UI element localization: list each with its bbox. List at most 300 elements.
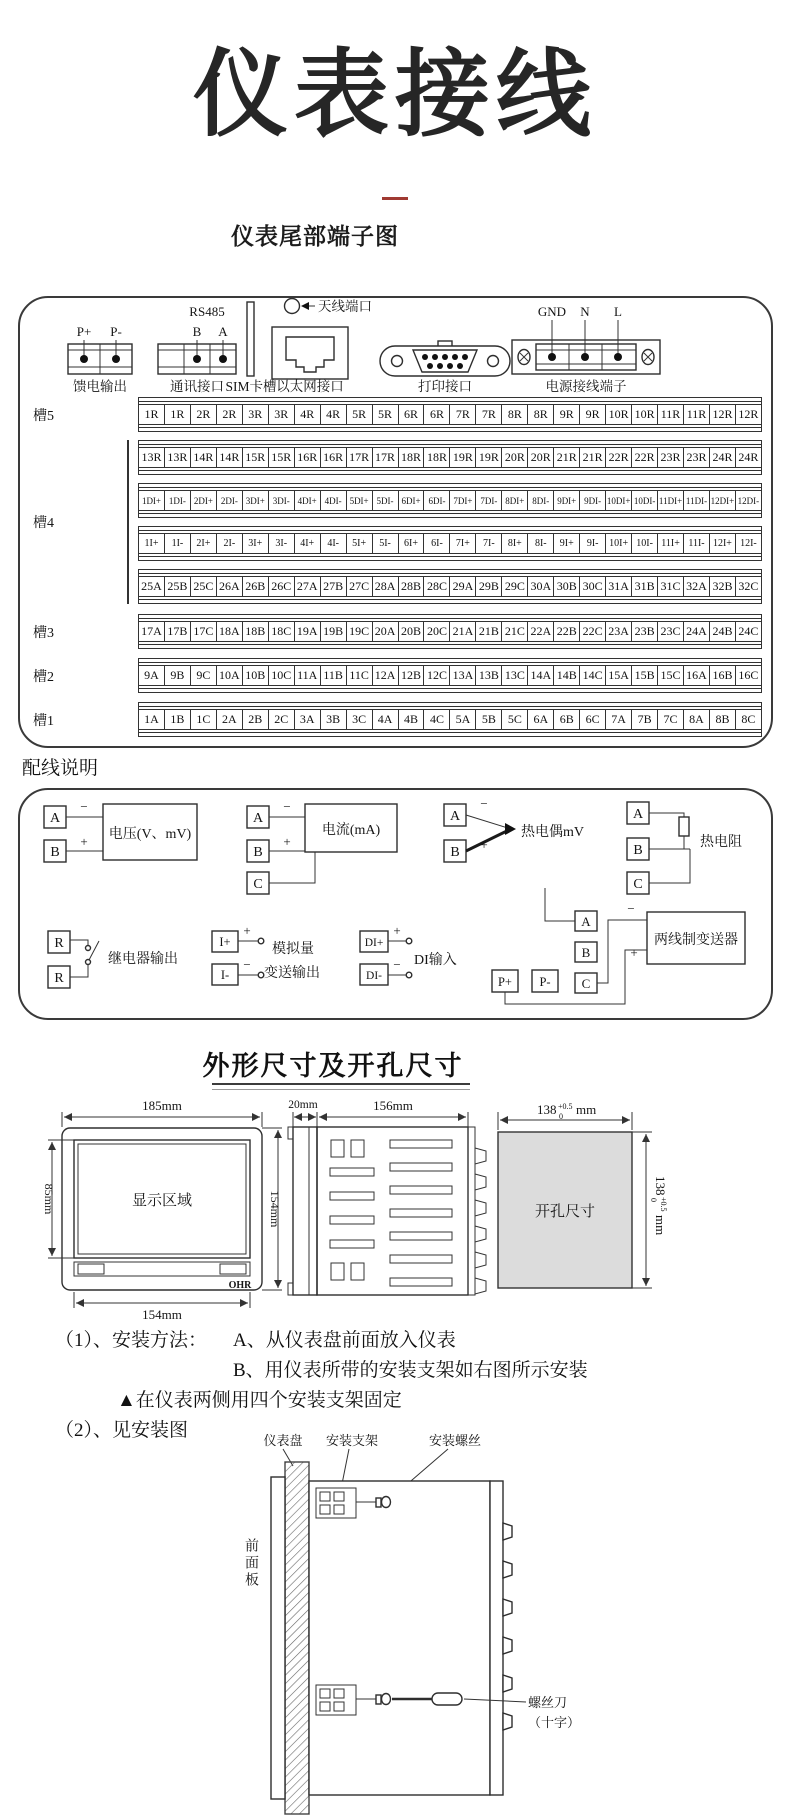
terminal-cell: 22C — [580, 622, 606, 641]
terminal-cell: 17R — [373, 448, 399, 467]
antenna-arrow-icon — [301, 302, 309, 310]
current-a: A — [252, 811, 264, 826]
terminal-cell: 1I+ — [139, 534, 165, 553]
terminal-cell: 3R — [243, 405, 269, 424]
relay-label: 继电器输出 — [108, 952, 178, 967]
terminal-cell: 5R — [347, 405, 373, 424]
terminal-cell: 17R — [347, 448, 373, 467]
strip-slot4-di — [138, 483, 762, 518]
slot2-label: 槽2 — [33, 669, 54, 685]
terminal-cell: 6I+ — [399, 534, 425, 553]
terminal-cell: 27A — [295, 577, 321, 596]
terminal-cell: 11DI- — [684, 491, 710, 510]
terminal-cell: 19R — [476, 448, 502, 467]
plus-sign: + — [630, 945, 638, 960]
sim-slot-label: SIM卡槽 — [225, 379, 277, 394]
front-panel-label: 前面板 — [243, 1538, 258, 1589]
terminal-cell: 4A — [373, 710, 399, 729]
power-connector — [512, 304, 660, 394]
strip-slot4-r — [138, 440, 762, 475]
terminal-cell: 17A — [139, 622, 165, 641]
terminal-cell: 4C — [424, 710, 450, 729]
plus-sign: + — [243, 923, 251, 938]
terminal-cell: 14C — [580, 666, 606, 685]
front-view — [42, 1098, 282, 1322]
dimensions-heading: 外形尺寸及开孔尺寸 — [202, 1051, 464, 1081]
terminal-cell: 9A — [139, 666, 165, 685]
minus-sign: − — [627, 901, 635, 916]
terminal-cell: 2A — [217, 710, 243, 729]
dim-154mm-bottom: 154mm — [142, 1307, 182, 1322]
cutout-dim-right-value: 138 — [653, 1176, 668, 1196]
terminal-cell: 12DI- — [737, 495, 760, 506]
terminal-cell: 18R — [399, 448, 425, 467]
terminal-cell: 26C — [269, 577, 295, 596]
cutout-dim-right — [649, 1176, 668, 1235]
terminal-cell: 1B — [165, 710, 191, 729]
display-area-label: 显示区域 — [131, 1193, 193, 1209]
terminal-cell: 31B — [632, 577, 658, 596]
current-label: 电流(mA) — [321, 823, 381, 838]
terminal-cell: 17B — [165, 622, 191, 641]
rtd-c: C — [633, 877, 643, 892]
terminal-cell: 7I- — [476, 534, 502, 553]
terminal-cell: 13A — [450, 666, 476, 685]
dimensions-heading-underline — [212, 1083, 470, 1090]
terminal-cell: 18R — [424, 448, 450, 467]
minus-sign: − — [243, 957, 251, 972]
tc-label: 热电偶mV — [521, 825, 584, 840]
terminal-cell: 17C — [191, 622, 217, 641]
rs485-b-label: B — [192, 324, 202, 339]
terminal-cell: 28A — [373, 577, 399, 596]
terminal-cell: 8DI+ — [502, 491, 528, 510]
cutout-tol-sup: +0.5 — [558, 1102, 573, 1111]
terminal-strip-slot4-relay — [0, 440, 790, 475]
terminal-cell: 8I- — [528, 534, 554, 553]
terminal-cell: 2I+ — [191, 534, 217, 553]
terminal-cell: 24R — [738, 450, 759, 464]
voltage-label: 电压(V、mV) — [108, 827, 192, 842]
terminal-cell: 14R — [191, 448, 217, 467]
terminal-cell: 10B — [243, 666, 269, 685]
dim-156mm: 156mm — [373, 1098, 413, 1113]
terminal-cell: 3DI+ — [243, 491, 269, 510]
terminal-cell: 2R — [191, 405, 217, 424]
terminal-cell: 23C — [658, 622, 684, 641]
ethernet-connector — [272, 327, 348, 394]
terminal-cell: 31A — [606, 577, 632, 596]
n-label: N — [580, 304, 590, 319]
install-step2: （2）、见安装图 — [55, 1420, 189, 1441]
analog-label-2: 变送输出 — [264, 966, 320, 981]
dim-185mm: 185mm — [142, 1098, 182, 1113]
terminal-cell: 12I+ — [710, 534, 736, 553]
gnd-label: GND — [537, 304, 567, 319]
wiring-thermocouple — [444, 796, 584, 862]
panel-label: 仪表盘 — [263, 1433, 303, 1448]
dimensions-diagram — [30, 1095, 775, 1323]
terminal-cell: 4R — [321, 405, 347, 424]
terminal-cell: 23R — [658, 448, 684, 467]
terminal-cell: 21R — [580, 448, 606, 467]
feed-output-connector — [68, 324, 132, 394]
terminal-cell: 21C — [502, 622, 528, 641]
slot3-label: 槽3 — [33, 625, 54, 641]
terminal-cell: 11C — [347, 666, 373, 685]
terminal-cell: 5B — [476, 710, 502, 729]
terminal-cell: 7R — [450, 405, 476, 424]
terminal-cell: 19C — [347, 622, 373, 641]
relay-r2: R — [54, 971, 64, 986]
brand-logo: OHR — [228, 1280, 252, 1291]
terminal-cell: 9B — [165, 666, 191, 685]
terminal-strip-slot4-abc — [0, 569, 790, 604]
terminal-cell: 12DI+ — [710, 491, 736, 510]
terminal-cell: 10I+ — [606, 534, 632, 553]
cutout-dim-right-unit: mm — [653, 1215, 668, 1236]
rtd-label: 热电阻 — [700, 835, 742, 850]
wiring-analog-output — [212, 923, 320, 985]
printer-connector — [380, 341, 510, 394]
terminal-cell: 30B — [554, 577, 580, 596]
terminal-cell: 10A — [217, 666, 243, 685]
terminal-cell: 4DI+ — [295, 491, 321, 510]
terminal-cell: 1DI- — [165, 491, 191, 510]
terminal-cell: 7C — [658, 710, 684, 729]
terminal-cell: 29B — [476, 577, 502, 596]
side-view — [288, 1098, 486, 1295]
terminal-cell: 12B — [399, 666, 425, 685]
tx-b: B — [581, 945, 591, 960]
terminal-cell: 19B — [321, 622, 347, 641]
terminal-cell: 6I- — [424, 534, 450, 553]
terminal-cell: 27B — [321, 577, 347, 596]
slot4-label: 槽4 — [33, 516, 54, 531]
terminal-cell: 10I- — [632, 534, 658, 553]
terminal-cell: 11A — [295, 666, 321, 685]
terminal-cell: 24A — [684, 622, 710, 641]
cutout-unit: mm — [576, 1102, 597, 1117]
terminal-cell: 5A — [450, 710, 476, 729]
terminal-strip-slot4-di — [0, 483, 790, 518]
terminal-cell: 22B — [554, 622, 580, 641]
terminal-cell: 9DI- — [580, 491, 606, 510]
rs485-label: RS485 — [189, 304, 225, 319]
plus-sign: + — [393, 923, 401, 938]
tx-c: C — [581, 976, 591, 991]
terminal-cell: 20A — [373, 622, 399, 641]
terminal-cell: 8B — [710, 710, 736, 729]
terminal-cell: 19A — [295, 622, 321, 641]
terminal-cell: 11DI+ — [658, 491, 684, 510]
terminal-cell: 7I+ — [450, 534, 476, 553]
dim-20mm: 20mm — [288, 1099, 318, 1111]
voltage-b: B — [50, 845, 60, 860]
power-terminal-label: 电源接线端子 — [545, 379, 627, 394]
l-label: L — [614, 304, 622, 319]
terminal-cell: 19R — [450, 448, 476, 467]
terminal-cell: 12R — [710, 405, 736, 424]
mounting-screw-icon — [382, 1694, 391, 1705]
front-bezel-flange — [271, 1477, 285, 1799]
strip-slot4-i — [138, 526, 762, 561]
sim-slot — [225, 302, 277, 394]
terminal-cell: 10R — [632, 405, 658, 424]
terminal-cell: 9R — [554, 405, 580, 424]
di-label: DI输入 — [414, 953, 457, 968]
page-title: 仪表接线 — [192, 42, 597, 148]
terminal-cell: 8R — [528, 405, 554, 424]
rj45-socket-icon — [286, 337, 334, 372]
cutout-view — [498, 1102, 668, 1288]
terminal-strip-slot2 — [0, 658, 790, 693]
plus-sign: + — [480, 837, 488, 852]
terminal-strip-slot5 — [0, 397, 790, 432]
tc-junction-icon — [505, 823, 516, 835]
terminal-cell: 4B — [399, 710, 425, 729]
terminal-cell: 21B — [476, 622, 502, 641]
terminal-cell: 9C — [191, 666, 217, 685]
instrument-body — [309, 1481, 490, 1795]
terminal-cell: 16A — [684, 666, 710, 685]
terminal-cell: 5DI+ — [347, 491, 373, 510]
terminal-cell: 20R — [528, 448, 554, 467]
terminal-cell: 8I+ — [502, 534, 528, 553]
terminal-cell: 1R — [139, 405, 165, 424]
terminal-cell: 1I- — [165, 534, 191, 553]
terminal-cell: 23B — [632, 622, 658, 641]
terminal-cell: 1DI+ — [139, 491, 165, 510]
terminal-cell: 2R — [217, 405, 243, 424]
terminal-cell: 3I- — [269, 534, 295, 553]
terminal-cell: 1C — [191, 710, 217, 729]
terminal-cell: 13C — [502, 666, 528, 685]
wiring-current — [247, 799, 397, 894]
terminal-cell: 13R — [139, 448, 165, 467]
feed-output-label: 馈电输出 — [73, 379, 127, 394]
printer-port-label: 打印接口 — [418, 379, 472, 394]
minus-sign: − — [80, 799, 88, 814]
terminal-cell: 7DI+ — [450, 491, 476, 510]
terminal-cell: 3C — [347, 710, 373, 729]
cutout-dim-right-sub: 0 — [649, 1198, 658, 1202]
terminal-cell: 2DI+ — [191, 491, 217, 510]
antenna-port-label: 天线端口 — [318, 299, 372, 314]
terminal-cell: 32B — [710, 577, 736, 596]
strip-slot1 — [138, 702, 762, 737]
terminal-cell: 12I- — [740, 538, 757, 549]
terminal-cell: 11R — [684, 405, 710, 424]
terminal-cell: 14A — [528, 666, 554, 685]
terminal-cell: 5I+ — [347, 534, 373, 553]
ethernet-port-label: 以太网接口 — [276, 379, 344, 394]
install-note: ▲在仪表两侧用四个安装支架固定 — [117, 1390, 402, 1411]
terminal-cell: 32C — [738, 579, 759, 593]
mounting-panel-hatch — [285, 1462, 309, 1814]
terminal-cell: 7R — [476, 405, 502, 424]
feed-p-plus-label: P+ — [76, 324, 92, 339]
terminal-cell: 5I- — [373, 534, 399, 553]
terminal-cell: 3R — [269, 405, 295, 424]
terminal-cell: 12C — [424, 666, 450, 685]
terminal-cell: 16B — [710, 666, 736, 685]
terminal-strip-slot4-i — [0, 526, 790, 561]
terminal-cell: 15B — [632, 666, 658, 685]
terminal-cell: 25B — [165, 577, 191, 596]
dim-154mm-height: 154mm — [268, 1190, 282, 1228]
terminal-cell: 14R — [217, 448, 243, 467]
terminal-strip-slot3 — [0, 614, 790, 649]
terminal-cell: 32A — [684, 577, 710, 596]
comm-connector — [158, 304, 236, 394]
antenna-port — [285, 298, 373, 314]
terminal-cell: 20B — [399, 622, 425, 641]
wiring-diagrams — [18, 788, 773, 1020]
analog-i-minus: I- — [220, 968, 230, 982]
terminal-cell: 3A — [295, 710, 321, 729]
terminal-cell: 18C — [269, 622, 295, 641]
rtd-a: A — [632, 807, 644, 822]
strip-slot2 — [138, 658, 762, 693]
terminal-cell: 8C — [741, 712, 756, 726]
wiring-di-input — [360, 923, 457, 985]
screw-label: 安装螺丝 — [428, 1433, 482, 1448]
terminal-cell: 30C — [580, 577, 606, 596]
terminal-cell: 4DI- — [321, 491, 347, 510]
slot1-label: 槽1 — [33, 713, 54, 729]
install-step1-a: A、从仪表盘前面放入仪表 — [233, 1330, 456, 1351]
terminal-cell: 5DI- — [373, 491, 399, 510]
di-plus: DI+ — [364, 937, 384, 949]
terminal-cell: 28C — [424, 577, 450, 596]
terminal-cell: 11B — [321, 666, 347, 685]
terminal-cell: 25A — [139, 577, 165, 596]
terminal-cell: 10C — [269, 666, 295, 685]
terminal-strip-slot1 — [0, 702, 790, 737]
terminal-cell: 29C — [502, 577, 528, 596]
terminal-cell: 5C — [502, 710, 528, 729]
slot5-label: 槽5 — [33, 408, 54, 424]
terminal-cell: 16C — [738, 668, 759, 682]
di-minus: DI- — [366, 970, 382, 982]
terminal-cell: 10DI+ — [606, 491, 632, 510]
terminal-cell: 23A — [606, 622, 632, 641]
terminal-cell: 22A — [528, 622, 554, 641]
minus-sign: − — [480, 796, 488, 811]
strip-slot3 — [138, 614, 762, 649]
terminal-cell: 1A — [139, 710, 165, 729]
rs485-a-label: A — [218, 324, 228, 339]
minus-sign: − — [393, 957, 401, 972]
terminal-cell: 20R — [502, 448, 528, 467]
terminal-cell: 7A — [606, 710, 632, 729]
terminal-cell: 26A — [217, 577, 243, 596]
terminal-cell: 31C — [658, 577, 684, 596]
terminal-cell: 6R — [424, 405, 450, 424]
terminal-cell: 25C — [191, 577, 217, 596]
comm-port-label: 通讯接口 — [170, 379, 224, 394]
screwdriver-label-2: （十字） — [528, 1715, 581, 1730]
wiring-section-heading: 配线说明 — [22, 758, 99, 779]
terminal-cell: 11R — [658, 405, 684, 424]
strip-slot5 — [138, 397, 762, 432]
terminal-cell: 24R — [710, 448, 736, 467]
terminal-cell: 15R — [269, 448, 295, 467]
terminal-cell: 29A — [450, 577, 476, 596]
terminal-cell: 4R — [295, 405, 321, 424]
terminal-cell: 6DI+ — [399, 491, 425, 510]
cutout-dim-top: 138 — [537, 1102, 557, 1117]
terminal-cell: 9DI+ — [554, 491, 580, 510]
tx-a: A — [581, 914, 591, 929]
plus-sign: + — [283, 834, 291, 849]
wiring-transmitter — [492, 888, 745, 1004]
voltage-a: A — [49, 811, 61, 826]
terminal-cell: 30A — [528, 577, 554, 596]
terminal-cell: 2I- — [217, 534, 243, 553]
installation-diagram — [230, 1432, 620, 1818]
dim-85mm: 85mm — [42, 1183, 56, 1215]
relay-r1: R — [54, 936, 64, 951]
current-b: B — [253, 845, 263, 860]
terminal-cell: 7DI- — [476, 491, 502, 510]
terminal-cell: 10DI- — [632, 491, 658, 510]
terminal-cell: 1R — [165, 405, 191, 424]
terminal-cell: 13B — [476, 666, 502, 685]
terminal-cell: 11I- — [684, 534, 710, 553]
cutout-label: 开孔尺寸 — [534, 1204, 596, 1220]
terminal-cell: 15A — [606, 666, 632, 685]
terminal-cell: 28B — [399, 577, 425, 596]
terminal-cell: 9I+ — [554, 534, 580, 553]
terminal-cell: 11I+ — [658, 534, 684, 553]
terminal-diagram-subtitle: 仪表尾部端子图 — [231, 224, 399, 249]
bracket-label: 安装支架 — [325, 1433, 379, 1448]
terminal-cell: 15C — [658, 666, 684, 685]
strip-slot4-abc — [138, 569, 762, 604]
terminal-cell: 3B — [321, 710, 347, 729]
terminal-cell: 23R — [684, 448, 710, 467]
terminal-cell: 18A — [217, 622, 243, 641]
terminal-cell: 12R — [738, 407, 759, 421]
terminal-cell: 6R — [399, 405, 425, 424]
rtd-b: B — [633, 843, 643, 858]
terminal-cell: 3DI- — [269, 491, 295, 510]
terminal-cell: 8A — [684, 710, 710, 729]
terminal-cell: 6A — [528, 710, 554, 729]
terminal-cell: 4I+ — [295, 534, 321, 553]
plus-sign: + — [80, 834, 88, 849]
terminal-cell: 12A — [373, 666, 399, 685]
terminal-cell: 21A — [450, 622, 476, 641]
terminal-cell: 15R — [243, 448, 269, 467]
cutout-dim-right-sup: +0.5 — [659, 1197, 668, 1212]
screwdriver-label: 螺丝刀 — [528, 1695, 568, 1710]
relay-switch-icon — [89, 941, 99, 960]
tx-p-plus: P+ — [497, 975, 513, 989]
terminal-cell: 18B — [243, 622, 269, 641]
antenna-hole-icon — [285, 299, 300, 314]
analog-label-1: 模拟量 — [272, 942, 314, 957]
terminal-cell: 6B — [554, 710, 580, 729]
tx-label: 两线制变送器 — [654, 933, 738, 948]
rear-strip — [490, 1481, 503, 1795]
terminal-cell: 2C — [269, 710, 295, 729]
terminal-cell: 22R — [632, 448, 658, 467]
tc-b: B — [450, 845, 460, 860]
tc-a: A — [449, 809, 461, 824]
